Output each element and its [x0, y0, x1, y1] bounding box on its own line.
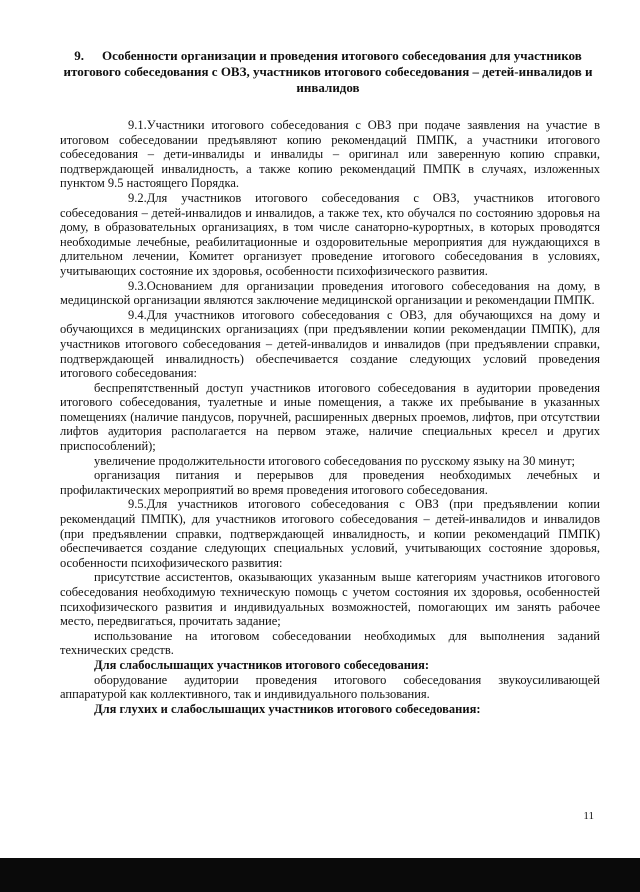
paragraph-9-2	[60, 191, 600, 279]
paragraph-text: Основанием для организации проведения итогового собеседования на дому, в медицинской организации являются заключение медицинской организации и рекомендации ПМПК.	[60, 278, 600, 308]
paragraph-text: Для участников итогового собеседования с ОВЗ, для обучающихся на дому и обучающихся в медицинских организациях (при предъявлении копии рекомендации ПМПК), для участников итогового собеседования – детей-инвалидов и инвалидов (при предъявлении справки, подтверждающей инвалидность) обеспечивается создание следующих условий проведения итогового собеседования:	[60, 307, 600, 381]
list-item: беспрепятственный доступ участников итогового собеседования в аудитории проведения итогового собеседования, туалетные и иные помещения, а также их пребывание в указанных помещениях (наличие пандусов, поручней, расширенных дверных проемов, лифтов, при отсутствии лифтов аудитория располагается на первом этаже, наличие специальных кресел и других приспособлений);	[60, 380, 600, 454]
section-title: Особенности организации и проведения итогового собеседования для участников итогового собеседования с ОВЗ, участников итогового собеседования – детей-инвалидов и инвалидов	[63, 48, 593, 95]
paragraph-text: Для участников итогового собеседования с ОВЗ, участников итогового собеседования – детей-инвалидов и инвалидов, а также тех, кто обучался по состоянию здоровья на дому, в образовательных организациях, в том числе санаторно-курортных, в которых проводятся необходимые лечебные, реабилитационные и оздоровительные мероприятия для нуждающихся в длительном лечении, Комитет организует проведение итогового собеседования в условиях, учитывающих состояние их здоровья, особенности психофизического развития.	[60, 190, 600, 278]
page-number: 11	[583, 810, 594, 822]
paragraph-number: 9.3.	[128, 278, 147, 293]
section-heading	[60, 48, 596, 96]
list-item: оборудование аудитории проведения итогового собеседования звукоусиливающей аппаратурой как коллективного, так и индивидуального пользования.	[60, 672, 600, 702]
list-item: увеличение продолжительности итогового собеседования по русскому языку на 30 минут;	[94, 453, 575, 468]
paragraph-number: 9.1.	[128, 118, 147, 132]
paragraph-9-5	[60, 497, 600, 570]
scan-border	[0, 858, 640, 892]
paragraph-9-1	[60, 118, 600, 191]
subsection-title-deaf: Для глухих и слабослышащих участников итогового собеседования:	[94, 701, 481, 716]
paragraph-text: Участники итогового собеседования с ОВЗ при подаче заявления на участие в итоговом собеседовании предъявляют копию рекомендаций ПМПК, а участники итогового собеседования – дети-инвалиды и инвалиды – оригинал или заверенную копию справки, подтверждающей инвалидность, а также копию рекомендаций ПМПК в случаях, изложенных пунктом 9.5 настоящего Порядка.	[60, 118, 600, 191]
list-item: использование на итоговом собеседовании необходимых для выполнения заданий технических средств.	[60, 628, 600, 658]
paragraph-number: 9.4.	[128, 307, 147, 322]
paragraph-9-3	[60, 279, 600, 308]
section-number: 9.	[74, 48, 84, 63]
list-item: организация питания и перерывов для проведения необходимых лечебных и профилактических мероприятий во время проведения итогового собеседования.	[60, 468, 600, 497]
list-item: присутствие ассистентов, оказывающих указанным выше категориям участников итогового собеседования необходимую техническую помощь с учетом состояния их здоровья, особенностей психофизического развития и индивидуальных возможностей, помогающих им занять рабочее место, передвигаться, прочитать задание;	[60, 570, 600, 629]
document-body	[60, 118, 600, 716]
subsection-title-hard-of-hearing: Для слабослышащих участников итогового собеседования:	[94, 657, 430, 672]
paragraph-number: 9.5.	[128, 497, 147, 512]
paragraph-number: 9.2.	[128, 190, 147, 205]
paragraph-text: Для участников итогового собеседования с ОВЗ (при предъявлении копии рекомендаций ПМПК), для участников итогового собеседования – детей-инвалидов и инвалидов (при предъявлении справки, подтверждающей инвалидность, и копии рекомендаций ПМПК) обеспечивается создание следующих специальных условий, учитывающих состояние здоровья, особенности психофизического развития:	[60, 497, 600, 570]
paragraph-9-4	[60, 308, 600, 381]
